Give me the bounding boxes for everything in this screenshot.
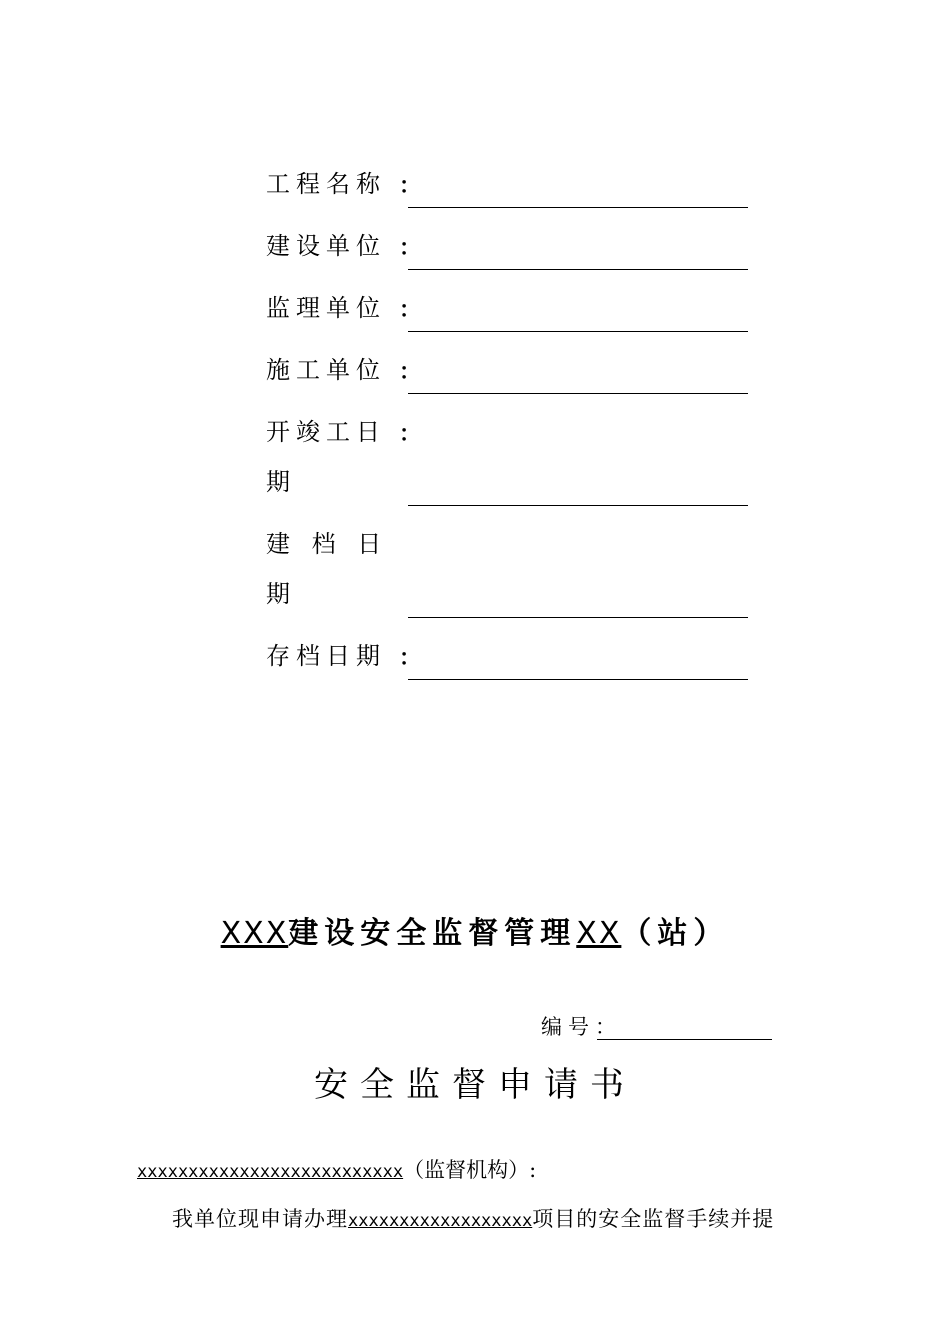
label-start-end-date: 开竣工日 [266, 418, 386, 446]
label-project-name: 工程名称 [266, 170, 386, 198]
colon: ： [399, 359, 422, 385]
construction-unit-field[interactable] [408, 269, 748, 270]
org-station: （站） [621, 916, 730, 951]
label-filing-date: 建 档 日 [266, 530, 386, 558]
form-row-supervision-unit [266, 292, 756, 332]
body-rest: 项目的安全监督手续并提 [532, 1207, 775, 1231]
colon: ： [399, 297, 422, 323]
body-start: 我单位现申请办理 [172, 1207, 348, 1231]
form-row-construction-unit [266, 230, 756, 270]
body-paragraph [172, 1203, 774, 1237]
form-row-contractor-unit [266, 354, 756, 394]
supervision-unit-field[interactable] [408, 331, 748, 332]
form-row-project-name [266, 168, 756, 208]
serial-number [541, 1012, 781, 1046]
addressee-role: （监督机构）: [403, 1158, 537, 1182]
label-archive-date: 存档日期 [266, 642, 386, 670]
start-end-date-field[interactable] [408, 505, 748, 506]
label-supervision-unit: 监理单位 [266, 294, 386, 322]
colon: ： [399, 173, 422, 199]
label-construction-unit: 建设单位 [266, 232, 386, 260]
addressee-placeholder[interactable]: xxxxxxxxxxxxxxxxxxxxxxxxxx [137, 1162, 404, 1182]
addressee-line [137, 1154, 536, 1188]
document-title: 安全监督申请书 [314, 1065, 636, 1105]
org-middle: 建设安全监督管理 [288, 916, 577, 951]
project-name-field[interactable] [408, 207, 748, 208]
org-suffix: XX [576, 916, 622, 951]
label-contractor-unit: 施工单位 [266, 356, 386, 384]
organization-title [0, 908, 950, 952]
label-start-end-date-line2: 期 [266, 468, 290, 496]
filing-date-field[interactable] [408, 617, 748, 618]
contractor-unit-field[interactable] [408, 393, 748, 394]
colon: ： [399, 421, 422, 447]
body-project-placeholder[interactable]: xxxxxxxxxxxxxxxxxx [348, 1211, 533, 1231]
serial-label: 编号： [541, 1015, 622, 1039]
archive-date-field[interactable] [408, 679, 748, 680]
form-row-archive-date [266, 640, 756, 680]
label-filing-date-line2: 期 [266, 580, 290, 608]
colon: ： [399, 645, 422, 671]
form-row-start-end-date [266, 416, 756, 508]
form-row-filing-date [266, 528, 756, 620]
serial-number-field[interactable] [597, 1039, 772, 1040]
org-prefix: XXX [220, 916, 289, 951]
colon: ： [399, 235, 422, 261]
